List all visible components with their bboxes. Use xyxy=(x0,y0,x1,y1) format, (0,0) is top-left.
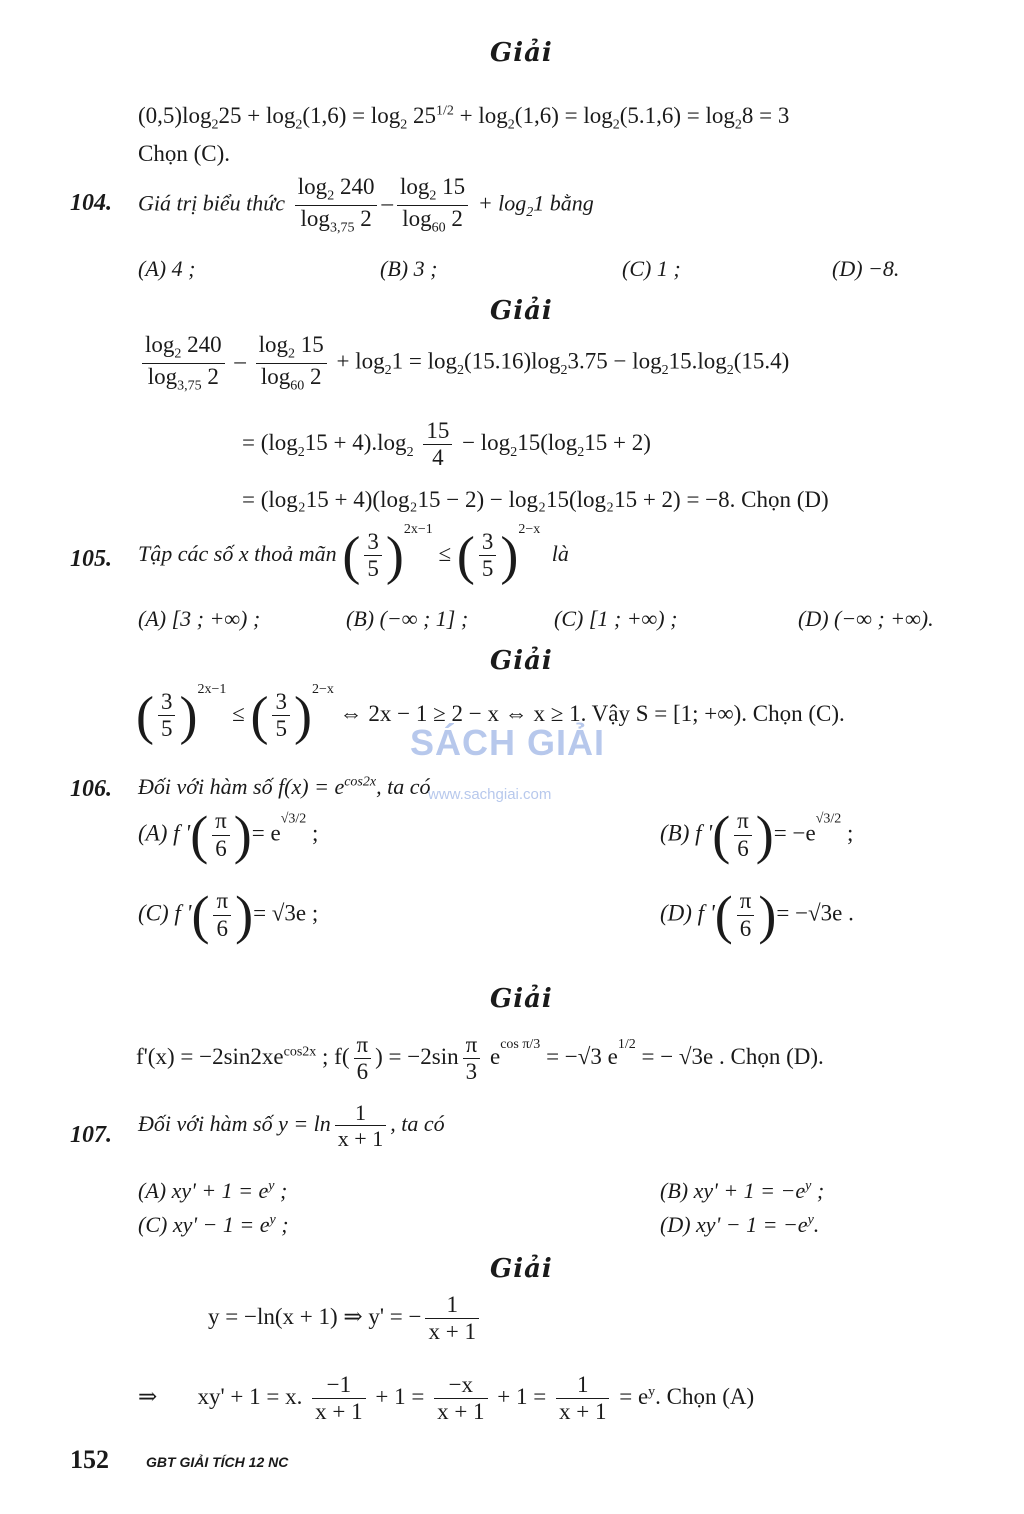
p106-question: Đối với hàm số $f(x) = e^{cos2x}$, ta có xyxy=(138,774,431,799)
p104-number: 104. xyxy=(70,190,112,216)
p105-option-c: (C) [1 ; +∞) ; xyxy=(554,606,678,631)
p106-option-d: (D) f '( $\frac{\pi}{6}$ )= −√3e . xyxy=(660,885,854,945)
p106-option-c: (C) f '( $\frac{\pi}{6}$ )= √3e ; xyxy=(138,885,319,945)
p107-solution-line-2: ⇒ xy' + 1 = x. $\frac{-1}{x + 1}$ + 1 = $\frac{-x}{x + 1}$ + 1 = $\frac{1}{x + 1}$ = $e^y$. Chọn (A) xyxy=(138,1372,755,1425)
solution-heading: Giải xyxy=(490,38,553,68)
p107-option-a: (A) $xy' + 1 = e^y$ ; xyxy=(138,1178,288,1203)
p107-question: Đối với hàm số y = ln $\frac{1}{x + 1}$ , ta có xyxy=(138,1100,445,1152)
p106-number: 106. xyxy=(70,776,112,802)
watermark-url: www.sachgiai.com xyxy=(428,786,552,803)
p107-option-d: (D) $xy' - 1 = -e^y$. xyxy=(660,1212,820,1237)
p106-option-a: (A) f '( $\frac{\pi}{6}$ )= $e^{√3/2}$ ; xyxy=(138,805,319,865)
solution-heading: Giải xyxy=(490,1254,553,1284)
p106-solution: $f'(x) = -2\sin 2xe^{cos2x}$ ; f( $\frac{\pi}{6}$ ) = −2sin $\frac{\pi}{3}$ $e^{cos \pi/3} = -√3$ $e^{1/2}$ = − √3e . Chọn (D). xyxy=(136,1032,824,1085)
p107-number: 107. xyxy=(70,1122,112,1148)
p104-option-a: (A) 4 ; xyxy=(138,256,196,281)
p105-question: Tập các số x thoả mãn ( $\frac{3}{5}$ )$^{2x-1}$ ≤ ( $\frac{3}{5}$ )$^{2-x}$ là xyxy=(138,522,569,586)
p105-option-b: (B) (−∞ ; 1] ; xyxy=(346,606,469,631)
p107-option-c: (C) $xy' - 1 = e^y$ ; xyxy=(138,1212,289,1237)
solution-heading: Giải xyxy=(490,984,553,1014)
p105-option-d: (D) (−∞ ; +∞). xyxy=(798,606,934,631)
p105-number: 105. xyxy=(70,546,112,572)
p104-solution-line-3: = (log₂15 + 4)(log₂15 − 2) − log₂15(log₂15 + 2) = −8. Chọn (D) xyxy=(242,487,829,512)
p103-solution-line: $(0,5)\log_225 + \log_2(1,6) = \log_2 25^{1/2} + \log_2(1,6) = \log_2(5.1,6) = \log_28 = 3$ xyxy=(138,103,790,133)
p104-question: Giá trị biểu thức $\frac{\log_2 240}{\log_{3,75} 2}$ – $\frac{\log_2 15}{\log_{60} 2}$ + $\log_21$ bằng xyxy=(138,174,594,236)
p103-choice: Chọn (C). xyxy=(138,141,230,166)
p104-option-d: (D) −8. xyxy=(832,256,900,281)
solution-heading: Giải xyxy=(490,646,553,676)
page-number: 152 xyxy=(70,1445,109,1474)
p106-option-b: (B) f '( $\frac{\pi}{6}$ )= $-e^{√3/2}$ ; xyxy=(660,805,854,865)
solution-heading: Giải xyxy=(490,296,553,326)
p104-solution-line-1: $\frac{\log_2 240}{\log_{3,75} 2}$ – $\frac{\log_2 15}{\log_{60} 2}$ + $\log_21 = \log_2(15.16)\log_23.75 - \log_215.\log_2(15.4)$ xyxy=(138,332,789,394)
watermark-logo: SÁCH GIẢI xyxy=(410,722,606,763)
p104-option-b: (B) 3 ; xyxy=(380,256,438,281)
p104-option-c: (C) 1 ; xyxy=(622,256,681,281)
book-title: GBT GIẢI TÍCH 12 NC xyxy=(146,1454,289,1470)
p104-solution-line-2: = $(\log_215 + 4).\log_2$ $\frac{15}{4}$ − $\log_215(\log_215 + 2)$ xyxy=(242,418,651,471)
p105-solution: ( $\frac{3}{5}$ )$^{2x-1}$ ≤ ( $\frac{3}{5}$ )$^{2-x}$ ⇔ 2x − 1 ≥ 2 − x ⇔ x ≥ 1. Vậy S = [1; +∞). Chọn (C). xyxy=(136,682,845,746)
p105-option-a: (A) [3 ; +∞) ; xyxy=(138,606,261,631)
p107-option-b: (B) $xy' + 1 = -e^y$ ; xyxy=(660,1178,825,1203)
p107-solution-line-1: y = −ln(x + 1) ⇒ y' = − $\frac{1}{x + 1}$ xyxy=(208,1292,483,1346)
